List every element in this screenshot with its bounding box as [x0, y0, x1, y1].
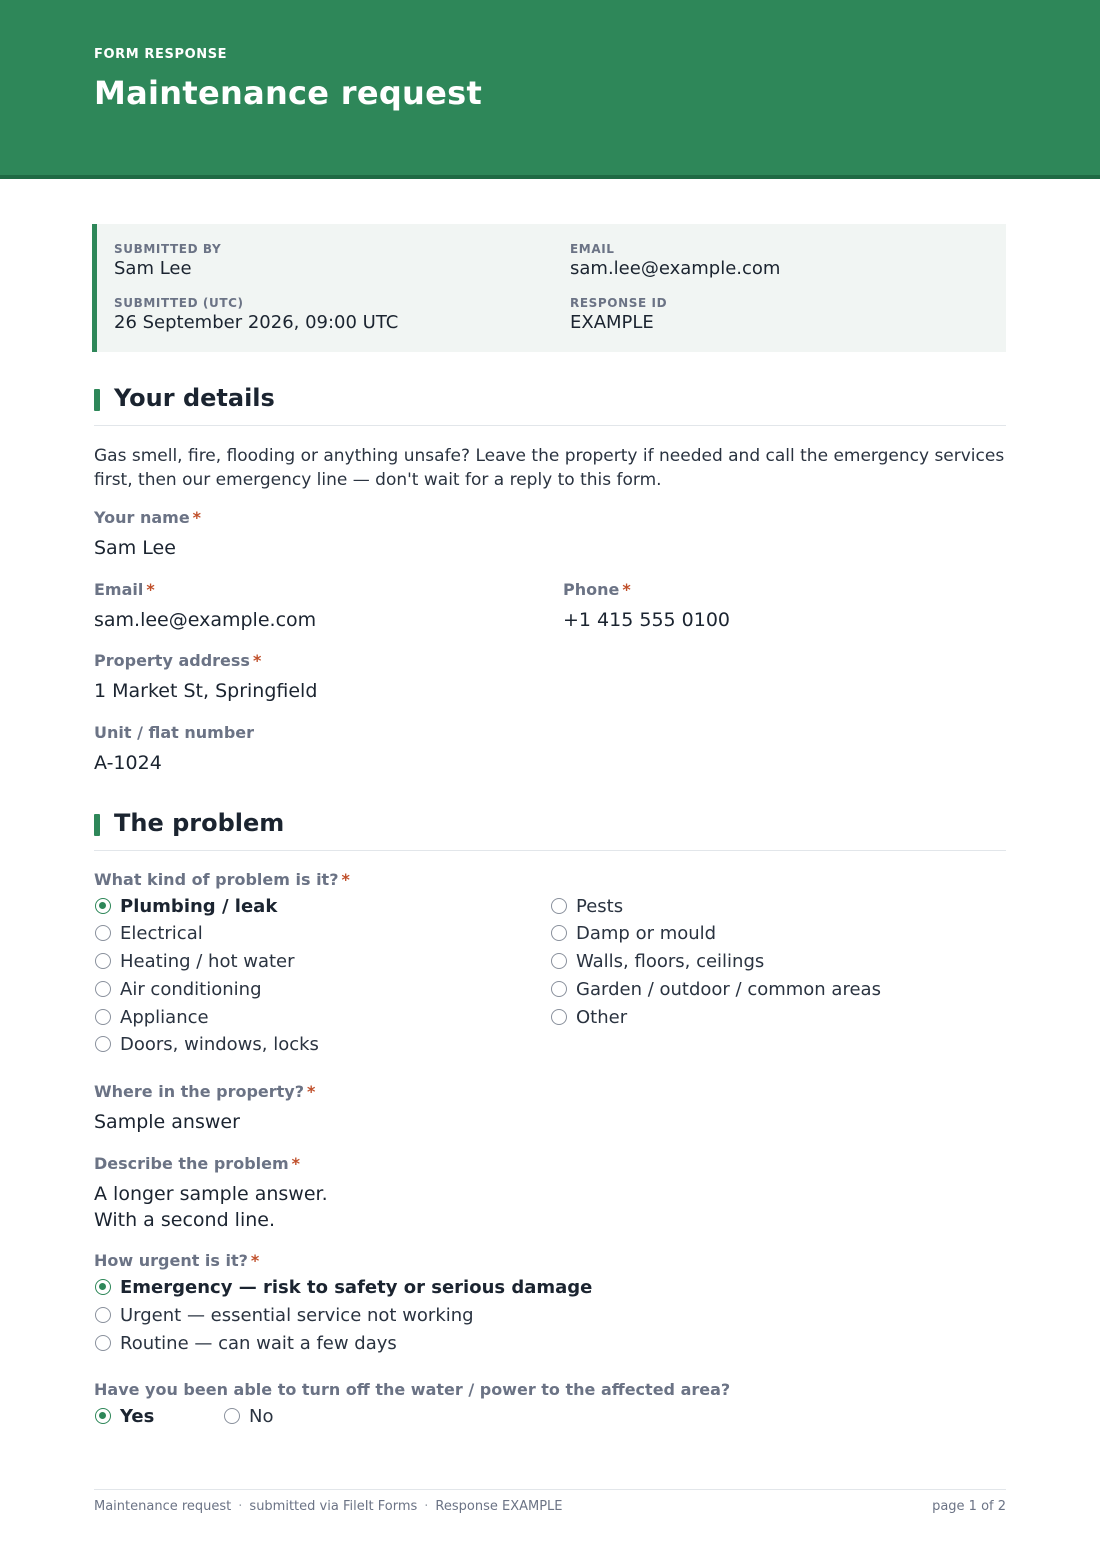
radio-icon: [224, 1408, 240, 1424]
field-value: +1 415 555 0100: [563, 609, 731, 631]
safety-note: Gas smell, fire, flooding or anything unsafe? Leave the property if needed and call the emergency services first, then our emergency line — don't wait for a reply to this form.: [94, 446, 1005, 490]
field-label: Property address *: [94, 651, 262, 670]
field-label: Describe the problem *: [94, 1154, 301, 1173]
field-label: Where in the property? *: [94, 1082, 316, 1101]
radio-icon: [551, 981, 567, 997]
meta-label: SUBMITTED BY: [114, 242, 222, 256]
option-label: Pests: [576, 895, 624, 917]
radio-option-shutoff[interactable]: [223, 1402, 273, 1430]
field-value: Sam Lee: [94, 537, 176, 559]
radio-option-kind[interactable]: [94, 1003, 209, 1031]
section-heading-details: [94, 384, 1006, 426]
page-number: page 1 of 2: [932, 1499, 1006, 1514]
option-label: Plumbing / leak: [120, 895, 278, 917]
radio-icon: [95, 1335, 111, 1351]
radio-icon: [95, 953, 111, 969]
radio-icon: [95, 1307, 111, 1323]
section-title: The problem: [114, 809, 285, 837]
meta-email: [570, 242, 780, 279]
radio-icon: [551, 925, 567, 941]
radio-option-kind[interactable]: [94, 892, 277, 920]
field-describe: [94, 1154, 328, 1233]
footer-response: Response EXAMPLE: [435, 1499, 563, 1514]
required-marker: *: [622, 580, 631, 599]
option-label: Appliance: [120, 1006, 209, 1028]
field-problem-kind-label: [94, 870, 350, 889]
option-label: No: [249, 1405, 274, 1427]
radio-option-shutoff[interactable]: [94, 1402, 154, 1430]
radio-icon: [95, 1009, 111, 1025]
field-value: sam.lee@example.com: [94, 609, 317, 631]
meta-value: EXAMPLE: [570, 312, 654, 333]
option-label: Other: [576, 1006, 628, 1028]
radio-option-kind[interactable]: [94, 947, 295, 975]
section-title: Your details: [114, 384, 275, 412]
radio-icon: [551, 953, 567, 969]
meta-value: Sam Lee: [114, 258, 192, 279]
required-marker: *: [307, 1082, 316, 1101]
field-where: [94, 1082, 315, 1135]
field-unit-number: [94, 723, 254, 776]
required-marker: *: [341, 870, 350, 889]
option-label: Garden / outdoor / common areas: [576, 978, 881, 1000]
radio-option-kind[interactable]: [550, 947, 764, 975]
radio-option-urgency[interactable]: [94, 1329, 397, 1357]
footer-submitted-via: submitted via FileIt Forms: [249, 1499, 418, 1514]
option-label: Electrical: [120, 922, 203, 944]
radio-icon: [95, 1036, 111, 1052]
footer-form-name: Maintenance request: [94, 1499, 232, 1514]
field-property-address: [94, 651, 317, 704]
option-label: Doors, windows, locks: [120, 1033, 319, 1055]
footer-separator: ·: [238, 1499, 243, 1514]
field-value: Sample answer: [94, 1111, 240, 1133]
meta-response-id: [570, 296, 667, 333]
radio-icon: [95, 981, 111, 997]
field-value: A longer sample answer. With a second line.: [94, 1183, 328, 1231]
radio-icon: [551, 898, 567, 914]
radio-icon: [95, 1279, 111, 1295]
field-label: Have you been able to turn off the water / power to the affected area?: [94, 1380, 731, 1399]
required-marker: *: [146, 580, 155, 599]
field-urgency-label: [94, 1251, 259, 1270]
option-label: Air conditioning: [120, 978, 262, 1000]
radio-option-kind[interactable]: [94, 919, 203, 947]
radio-icon: [95, 898, 111, 914]
radio-option-kind[interactable]: [550, 975, 881, 1003]
meta-submitted-by: [114, 242, 221, 279]
radio-icon: [95, 925, 111, 941]
radio-option-kind[interactable]: [550, 919, 716, 947]
header-eyebrow: FORM RESPONSE: [94, 47, 228, 62]
footer-info: [94, 1499, 563, 1514]
field-your-name: [94, 508, 201, 561]
field-label: Phone *: [563, 580, 631, 599]
radio-option-kind[interactable]: [94, 975, 262, 1003]
option-label: Routine — can wait a few days: [120, 1332, 397, 1354]
meta-submitted-at: [114, 296, 398, 333]
field-label: What kind of problem is it? *: [94, 870, 350, 889]
field-label: Email *: [94, 580, 155, 599]
footer-separator: ·: [424, 1499, 429, 1514]
field-value: 1 Market St, Springfield: [94, 680, 318, 702]
section-accent-bar: [94, 389, 100, 411]
meta-value: 26 September 2026, 09:00 UTC: [114, 312, 399, 333]
option-label: Emergency — risk to safety or serious damage: [120, 1276, 593, 1298]
field-phone: [563, 580, 730, 633]
radio-icon: [551, 1009, 567, 1025]
field-label: Unit / flat number: [94, 723, 255, 742]
radio-option-kind[interactable]: [94, 1030, 319, 1058]
radio-option-kind[interactable]: [550, 892, 623, 920]
radio-icon: [95, 1408, 111, 1424]
page-title: Maintenance request: [94, 74, 483, 112]
option-label: Damp or mould: [576, 922, 717, 944]
radio-option-urgency[interactable]: [94, 1273, 592, 1301]
radio-option-urgency[interactable]: [94, 1301, 474, 1329]
meta-label: RESPONSE ID: [570, 296, 668, 310]
required-marker: *: [192, 508, 202, 527]
field-email: [94, 580, 316, 633]
radio-option-kind[interactable]: [550, 1003, 627, 1031]
option-label: Walls, floors, ceilings: [576, 950, 765, 972]
option-label: Yes: [120, 1405, 155, 1427]
required-marker: *: [291, 1154, 301, 1173]
field-label: Your name *: [94, 508, 202, 527]
required-marker: *: [252, 651, 262, 670]
field-shutoff-label: [94, 1380, 730, 1399]
section-accent-bar: [94, 814, 100, 836]
submission-meta-panel: [92, 224, 1006, 352]
required-marker: *: [250, 1251, 260, 1270]
form-header: [0, 0, 1100, 179]
meta-label: SUBMITTED (UTC): [114, 296, 244, 310]
option-label: Heating / hot water: [120, 950, 295, 972]
page-footer: [94, 1489, 1006, 1514]
field-label: How urgent is it? *: [94, 1251, 260, 1270]
meta-value: sam.lee@example.com: [570, 258, 781, 279]
section-heading-problem: [94, 809, 1006, 851]
field-value: A-1024: [94, 752, 162, 774]
meta-label: EMAIL: [570, 242, 615, 256]
option-label: Urgent — essential service not working: [120, 1304, 474, 1326]
